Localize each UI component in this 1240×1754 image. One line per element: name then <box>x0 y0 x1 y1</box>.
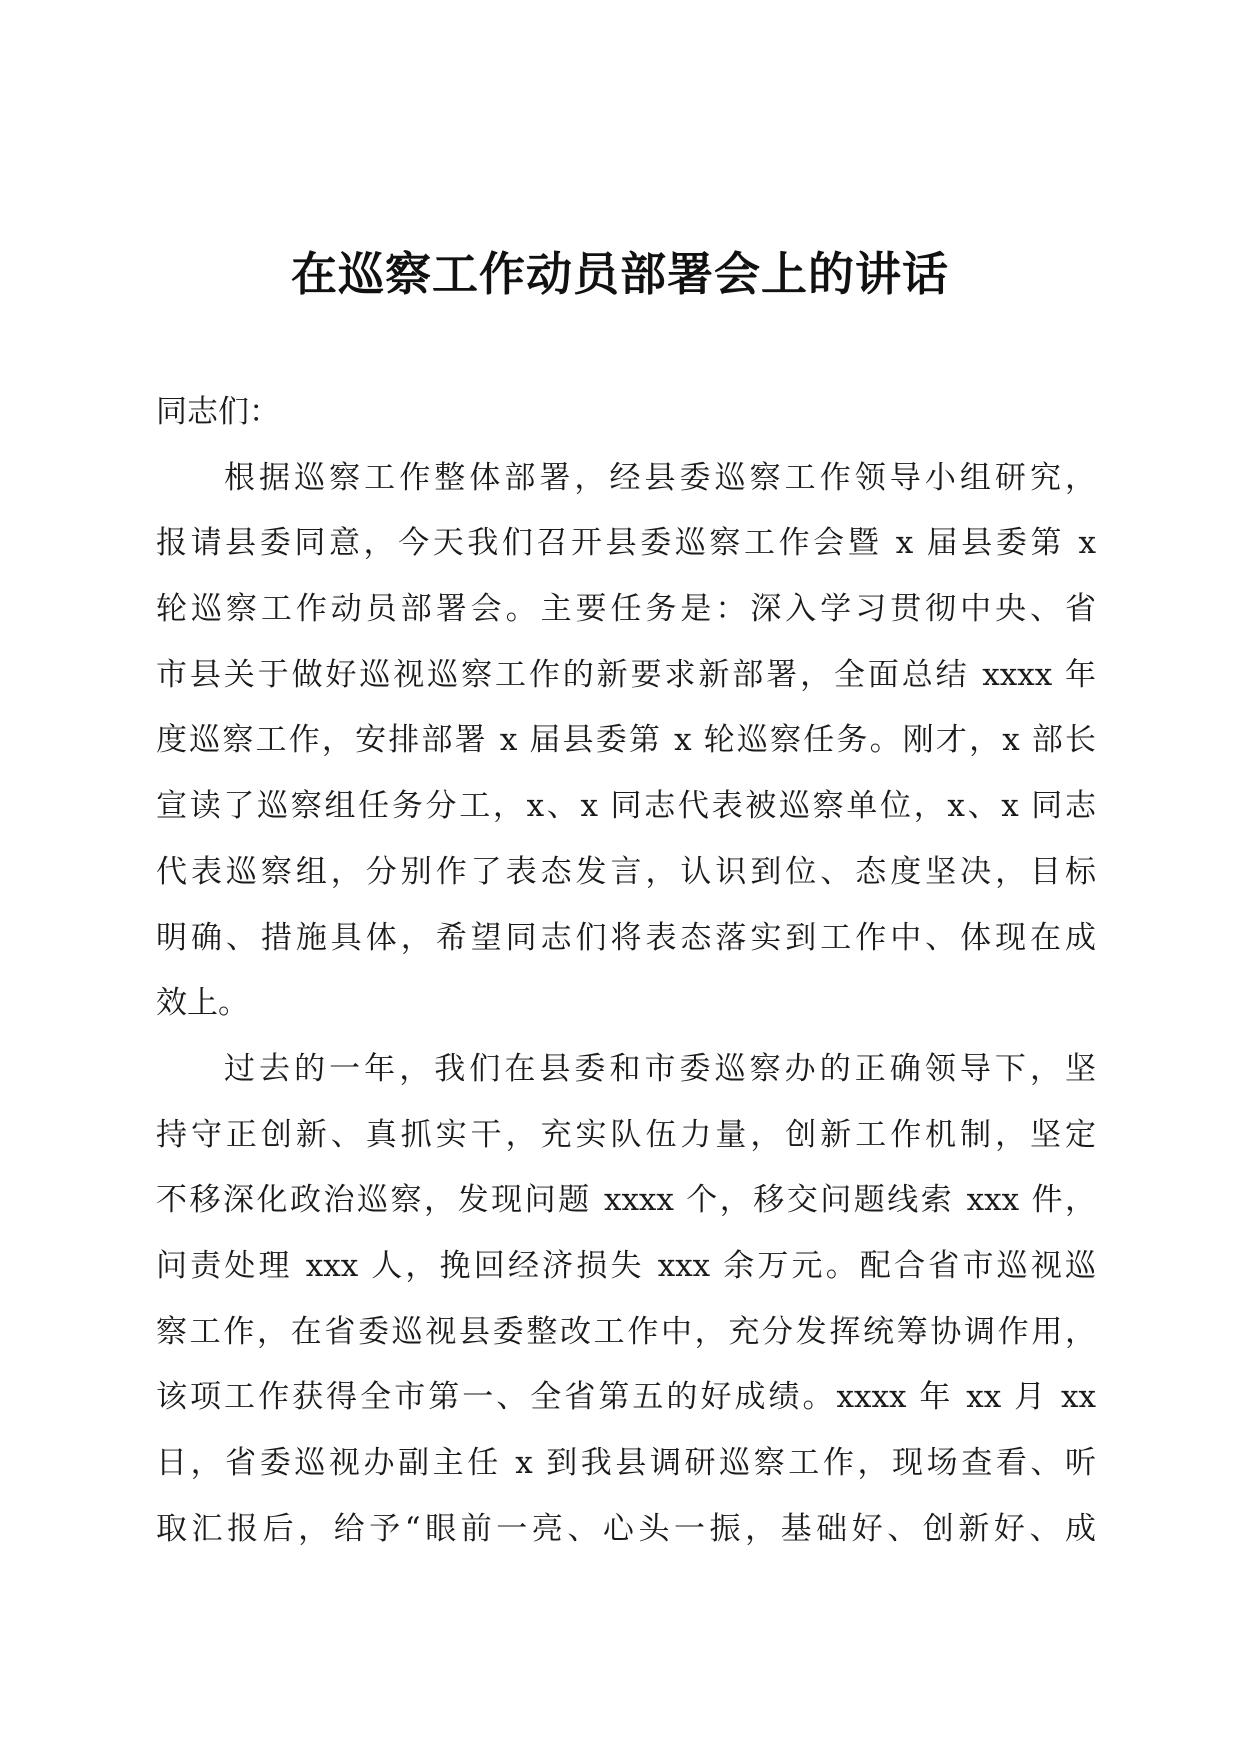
paragraph-2-line: 问责处理 xxx 人，挽回经济损失 xxx 余万元。配合省市巡视巡 <box>156 1247 1096 1284</box>
paragraph-1-line: 轮巡察工作动员部署会。主要任务是：深入学习贯彻中央、省 <box>156 591 1096 628</box>
paragraph-2-line: 取汇报后，给予“眼前一亮、心头一振，基础好、创新好、成 <box>156 1510 1096 1547</box>
document-title: 在巡察工作动员部署会上的讲话 <box>291 247 949 301</box>
paragraph-2-line: 该项工作获得全市第一、全省第五的好成绩。xxxx 年 xx 月 xx <box>156 1379 1096 1416</box>
paragraph-2-line: 日，省委巡视办副主任 x 到我县调研巡察工作，现场查看、听 <box>156 1445 1096 1481</box>
paragraph-1-line: 代表巡察组，分别作了表态发言，认识到位、态度坚决，目标 <box>156 853 1096 890</box>
paragraph-1-line: 市县关于做好巡视巡察工作的新要求新部署，全面总结 xxxx 年 <box>156 656 1096 693</box>
paragraph-2-line: 过去的一年，我们在县委和市委巡察办的正确领导下，坚 <box>224 1050 1096 1087</box>
paragraph-1-line: 度巡察工作，安排部署 x 届县委第 x 轮巡察任务。刚才，x 部长 <box>156 722 1096 759</box>
paragraph-2-line: 不移深化政治巡察，发现问题 xxxx 个，移交问题线索 xxx 件， <box>156 1182 1096 1219</box>
paragraph-1-line: 根据巡察工作整体部署，经县委巡察工作领导小组研究， <box>224 459 1096 496</box>
paragraph-1-line: 报请县委同意，今天我们召开县委巡察工作会暨 x 届县委第 x <box>156 525 1096 562</box>
paragraph-1-line: 明确、措施具体，希望同志们将表态落实到工作中、体现在成 <box>156 919 1096 956</box>
paragraph-2-line: 察工作，在省委巡视县委整改工作中，充分发挥统筹协调作用， <box>156 1313 1096 1350</box>
salutation: 同志们： <box>156 394 280 430</box>
paragraph-2-line: 持守正创新、真抓实干，充实队伍力量，创新工作机制，坚定 <box>156 1116 1096 1153</box>
paragraph-1-line: 宣读了巡察组任务分工，x、x 同志代表被巡察单位，x、x 同志 <box>156 788 1096 825</box>
document-body <box>156 380 1096 1562</box>
paragraph-1-line: 效上。 <box>156 985 249 1022</box>
